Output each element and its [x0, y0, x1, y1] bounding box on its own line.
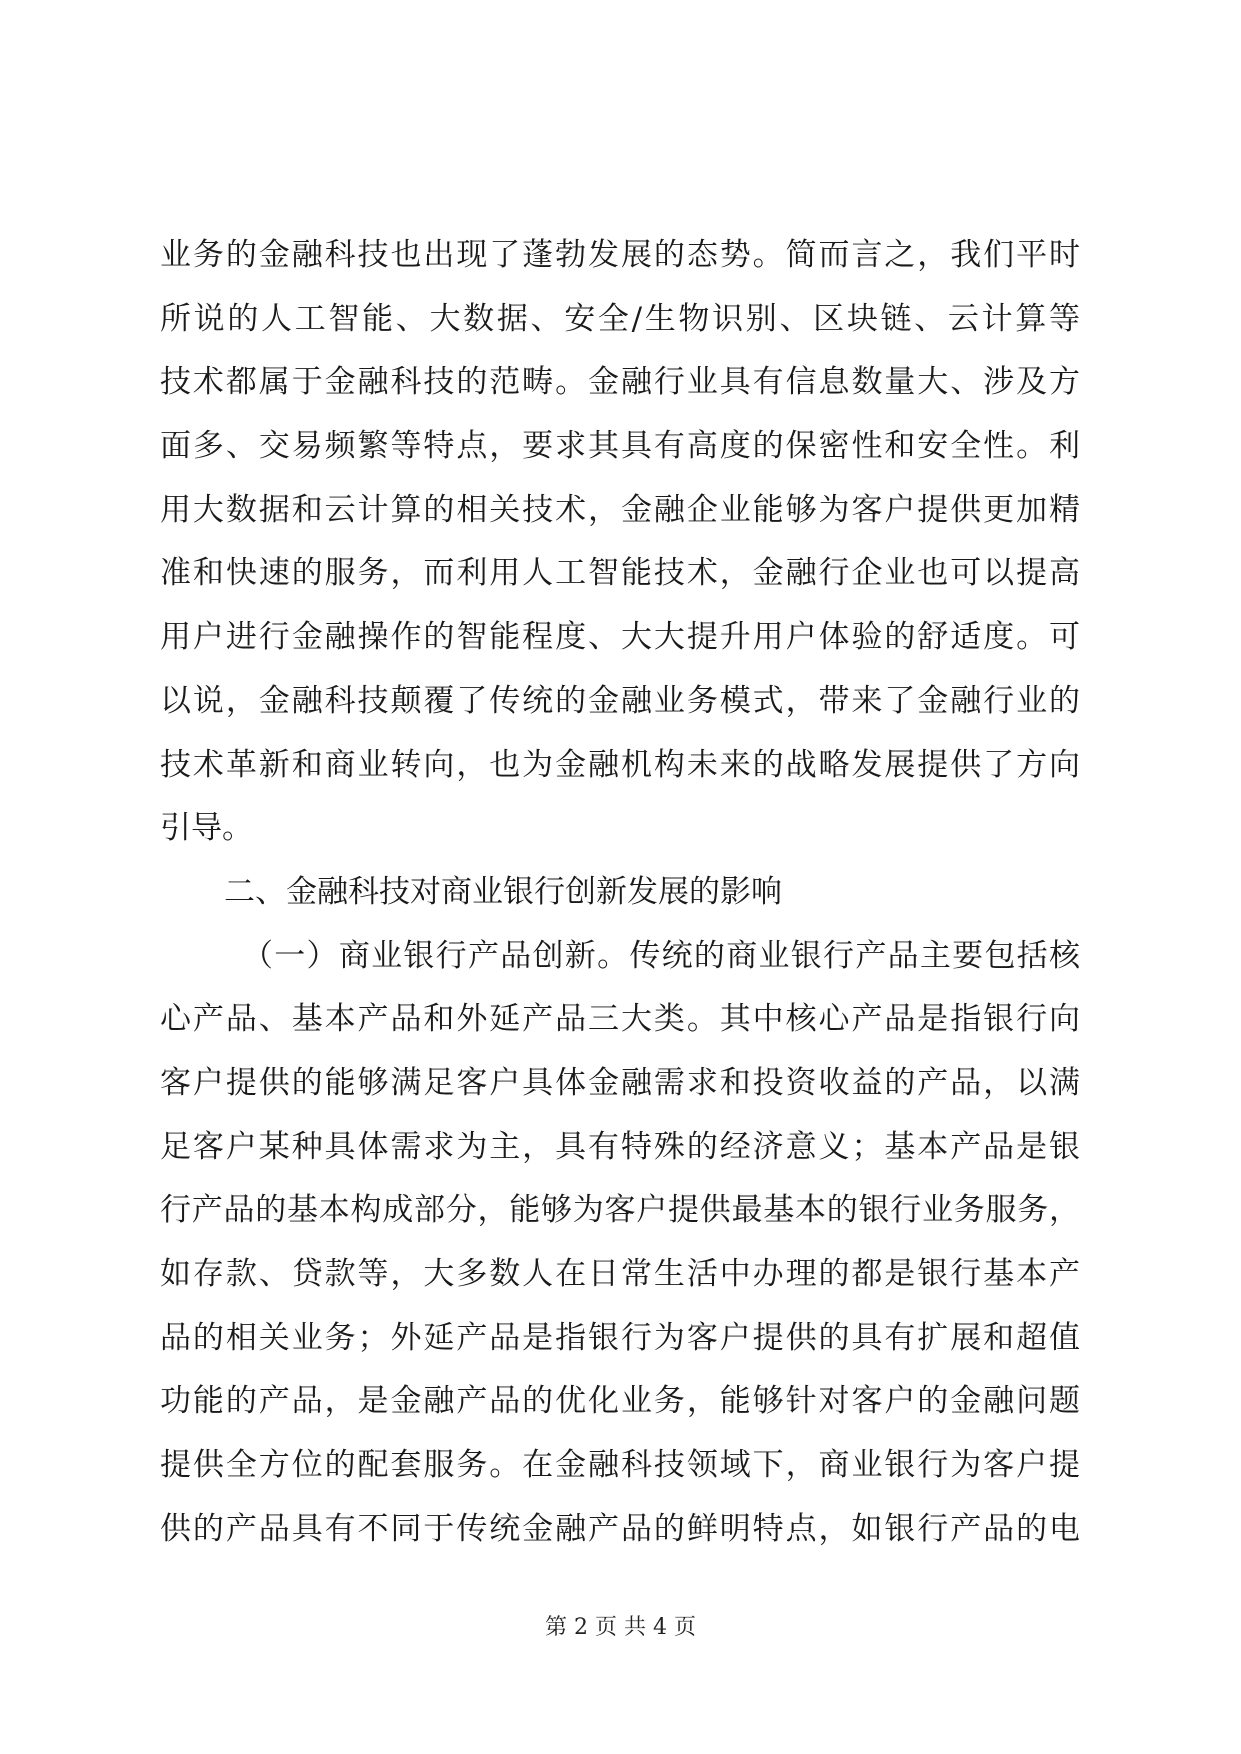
text-line: 足客户某种具体需求为主，具有特殊的经济意义；基本产品是银	[160, 1128, 1080, 1165]
text-line: 行产品的基本构成部分，能够为客户提供最基本的银行业务服务，	[160, 1192, 1080, 1229]
text-line: 以说，金融科技颠覆了传统的金融业务模式，带来了金融行业的	[160, 682, 1080, 719]
text-line: 用户进行金融操作的智能程度、大大提升用户体验的舒适度。可	[160, 619, 1080, 656]
text-line: 业务的金融科技也出现了蓬勃发展的态势。简而言之，我们平时	[160, 237, 1080, 273]
text-line: 品的相关业务；外延产品是指银行为客户提供的具有扩展和超值	[160, 1319, 1080, 1356]
text-line: 客户提供的能够满足客户具体金融需求和投资收益的产品，以满	[160, 1064, 1080, 1101]
text-line: 功能的产品，是金融产品的优化业务，能够针对客户的金融问题	[160, 1383, 1080, 1420]
text-line: 所说的人工智能、大数据、安全/生物识别、区块链、云计算等	[160, 300, 1080, 337]
text-line: 供的产品具有不同于传统金融产品的鲜明特点，如银行产品的电	[160, 1510, 1080, 1547]
text-line: 用大数据和云计算的相关技术，金融企业能够为客户提供更加精	[160, 491, 1080, 528]
text-line: 如存款、贷款等，大多数人在日常生活中办理的都是银行基本产	[160, 1256, 1080, 1292]
text-line: 引导。	[160, 810, 253, 847]
document-body	[160, 224, 1080, 1561]
text-line: 技术革新和商业转向，也为金融机构未来的战略发展提供了方向	[160, 746, 1080, 783]
text-line: 提供全方位的配套服务。在金融科技领域下，商业银行为客户提	[160, 1447, 1080, 1484]
text-line: 技术都属于金融科技的范畴。金融行业具有信息数量大、涉及方	[160, 364, 1080, 401]
section-heading: 二、金融科技对商业银行创新发展的影响	[224, 873, 782, 910]
text-line: 准和快速的服务，而利用人工智能技术，金融行企业也可以提高	[160, 555, 1080, 592]
text-line: 心产品、基本产品和外延产品三大类。其中核心产品是指银行向	[160, 1001, 1080, 1038]
text-line: （一）商业银行产品创新。传统的商业银行产品主要包括核	[242, 937, 1080, 974]
text-line: 面多、交易频繁等特点，要求其具有高度的保密性和安全性。利	[160, 428, 1080, 465]
page-footer: 第 2 页 共 4 页	[545, 1615, 696, 1640]
